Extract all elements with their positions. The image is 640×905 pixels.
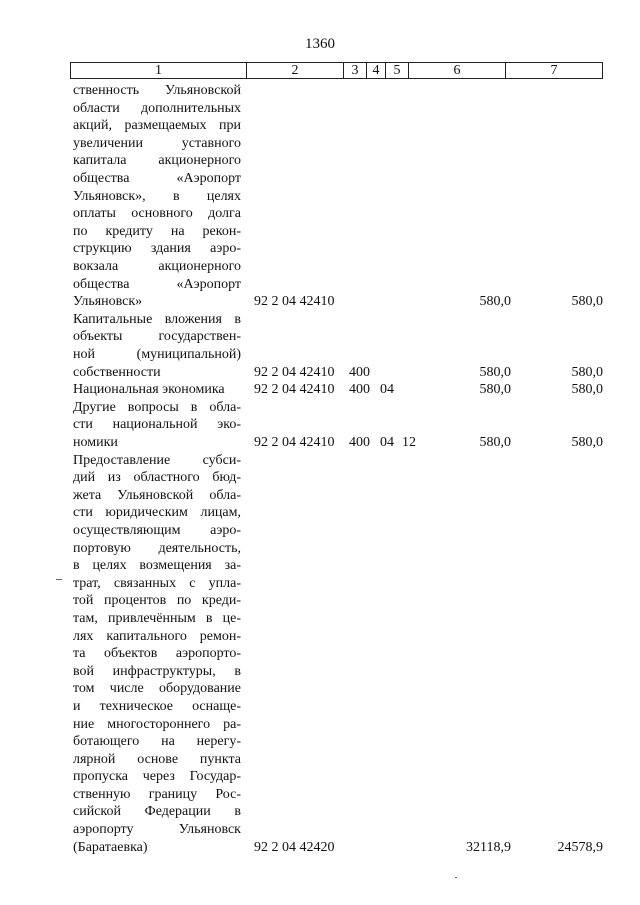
description-line: сти национальной эко- — [73, 417, 241, 433]
description-line: жета Ульяновской обла- — [73, 487, 241, 503]
scan-mark — [56, 579, 62, 580]
row-description — [73, 452, 241, 857]
header-col-2: 2 — [246, 63, 343, 78]
description-line: трат, связанных с упла- — [73, 575, 241, 591]
description-line: сийской Федерации в — [73, 804, 241, 820]
header-col-4: 4 — [366, 63, 385, 78]
budget-code: 92 2 04 42410 — [254, 382, 335, 398]
amount-year-1: 580,0 — [479, 435, 511, 450]
description-line: по кредиту на рекон- — [73, 223, 241, 239]
expense-type: 400 — [349, 364, 370, 380]
description-line: капитала акционерного — [73, 153, 241, 169]
description-line: лях капитального ремон- — [73, 628, 241, 644]
description-line: общества «Аэропорт — [73, 276, 241, 292]
row-description — [73, 311, 241, 381]
header-col-3: 3 — [343, 63, 366, 78]
budget-code: 92 2 04 42410 — [254, 435, 335, 450]
description-line: ние многостороннего ра- — [73, 716, 241, 732]
description-line: ной (муниципальной) — [73, 346, 241, 362]
amount-year-2: 580,0 — [571, 382, 603, 398]
amount-year-1: 32118,9 — [466, 839, 511, 855]
subsection: 12 — [402, 435, 416, 450]
amount-year-2: 580,0 — [571, 364, 603, 380]
description-line: сти юридическим лицам, — [73, 505, 241, 521]
description-line: в целях возмещения за- — [73, 558, 241, 574]
description-line: той процентов по креди- — [73, 593, 241, 609]
description-line: собственности — [73, 364, 161, 380]
description-line: ботающего на нерегу- — [73, 734, 241, 750]
description-line: струкцию здания аэро- — [73, 241, 241, 257]
description-line: увеличении уставного — [73, 135, 241, 151]
description-line: общества «Аэропорт — [73, 170, 241, 186]
description-line: вокзала акционерного — [73, 258, 241, 274]
header-col-7: 7 — [505, 63, 602, 78]
row-description — [73, 399, 241, 452]
description-line: (Баратаевка) — [73, 839, 148, 855]
section: 04 — [380, 382, 394, 398]
description-line: объекты государствен- — [73, 329, 241, 345]
description-line: Ульяновск» — [73, 294, 143, 310]
amount-year-2: 580,0 — [571, 294, 603, 310]
budget-code: 92 2 04 42410 — [254, 294, 335, 310]
description-line: дий из областного бюд- — [73, 470, 241, 486]
row-description — [73, 82, 241, 311]
scan-mark — [455, 877, 457, 878]
row-description — [73, 381, 241, 399]
description-line: лярной основе пункта — [73, 751, 241, 767]
description-line: акций, размещаемых при — [73, 118, 241, 134]
description-line: портовую деятельность, — [73, 540, 241, 556]
amount-year-1: 580,0 — [479, 294, 511, 310]
description-line: и техническое оснаще- — [73, 698, 241, 714]
page-number: 1360 — [305, 36, 335, 52]
amount-year-1: 580,0 — [479, 364, 511, 380]
description-line: ственную границу Рос- — [73, 786, 241, 802]
description-line: аэропорту Ульяновск — [73, 822, 241, 838]
description-line: Национальная экономика — [73, 382, 225, 398]
section: 04 — [380, 435, 394, 450]
description-line: оплаты основного долга — [73, 206, 241, 222]
budget-code: 92 2 04 42410 — [254, 364, 335, 380]
amount-year-2: 24578,9 — [557, 839, 603, 855]
description-line: Предоставление субси- — [73, 452, 241, 468]
description-line: том числе оборудование — [73, 681, 241, 697]
table-header — [70, 62, 603, 79]
amount-year-1: 580,0 — [479, 382, 511, 398]
expense-type: 400 — [349, 435, 370, 450]
description-line: та объектов аэропорто- — [73, 646, 241, 662]
description-line: пропуска через Государ- — [73, 769, 241, 785]
description-line: Ульяновск», в целях — [73, 188, 241, 204]
description-line: ственность Ульяновской — [73, 83, 241, 98]
amount-year-2: 580,0 — [571, 435, 603, 450]
expense-type: 400 — [349, 382, 370, 398]
description-line: номики — [73, 434, 118, 450]
header-col-1: 1 — [155, 63, 162, 78]
description-line: Капитальные вложения в — [73, 311, 241, 327]
budget-code: 92 2 04 42420 — [254, 839, 335, 855]
description-line: там, привлечённым в це- — [73, 610, 241, 626]
description-line: области дополнительных — [73, 100, 241, 116]
header-col-5: 5 — [385, 63, 408, 78]
header-col-6: 6 — [408, 63, 505, 78]
description-line: Другие вопросы в обла- — [73, 399, 241, 415]
description-line: осуществляющим аэро- — [73, 522, 241, 538]
description-line: вой инфраструктуры, в — [73, 663, 241, 679]
